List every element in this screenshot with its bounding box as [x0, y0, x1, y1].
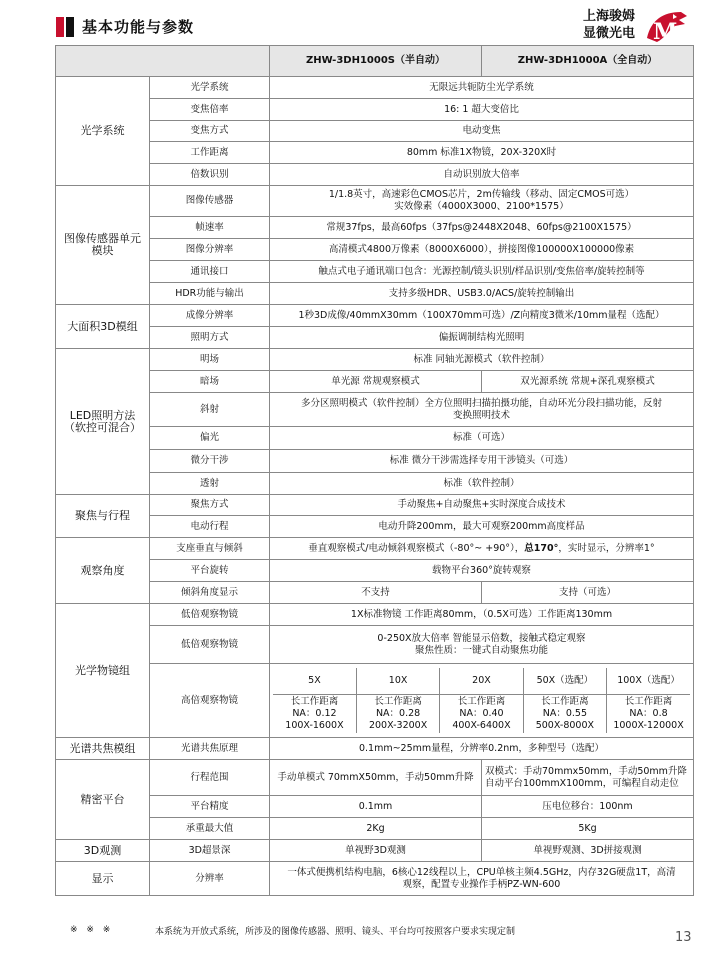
table-row — [56, 862, 694, 896]
row-value-b: 单视野观测、3D拼接观测 — [482, 840, 694, 862]
row-label: 图像传感器 — [150, 186, 270, 217]
row-value: 0.1mm~25mm量程，分辨率0.2nm，多种型号（选配） — [270, 738, 694, 760]
row-value: 标准 同轴光源模式（软件控制） — [270, 349, 694, 371]
numerical-aperture: NA：0.28 — [375, 707, 421, 719]
row-label: 变焦倍率 — [150, 99, 270, 121]
category-angle: 观察角度 — [56, 538, 150, 604]
row-value: 载物平台360°旋转观察 — [270, 560, 694, 582]
table-row — [56, 796, 694, 818]
table-row — [56, 121, 694, 142]
row-value: 常规37fps，最高60fps（37fps@2448X2048、60fps@2100X1575） — [270, 217, 694, 239]
table-row — [56, 760, 694, 796]
row-value: 标准 微分干涉需选择专用干涉镜头（可选） — [270, 450, 694, 473]
row-label: 分辨率 — [150, 862, 270, 896]
logo-line-1: 上海骏姆 — [583, 9, 636, 24]
row-value-a: 2Kg — [270, 818, 482, 840]
row-value-b: 双光源系统 常规+深孔观察模式 — [482, 371, 694, 393]
value-line: 变换照明技术 — [452, 409, 510, 421]
row-label: 微分干涉 — [150, 450, 270, 473]
objective-subtable — [273, 668, 690, 733]
row-value: 电动变焦 — [270, 121, 694, 142]
row-value — [270, 626, 694, 664]
numerical-aperture: NA：0.40 — [459, 707, 504, 719]
table-row — [56, 582, 694, 604]
row-value: 1X标准物镜 工作距离80mm，（0.5X可选）工作距离130mm — [270, 604, 694, 626]
value-line: 一体式便携机结构电脑，6核心12线程以上，CPU单核主频4.5GHz，内存32G硬盘1T，高清 — [287, 866, 676, 878]
row-label: 明场 — [150, 349, 270, 371]
value-line: 实效像素（4000X3000、2100*1575） — [394, 201, 569, 212]
row-value-a: 不支持 — [270, 582, 482, 604]
row-value: 1秒3D成像/40mmX30mm（100X70mm可选）/Z向精度3微米/10mm量程（选配） — [270, 305, 694, 327]
category-display: 显示 — [56, 862, 150, 896]
table-row — [56, 327, 694, 349]
mag-range: 500X-8000X — [535, 719, 594, 731]
value-line: 双模式：手动70mmx50mm，手动50mm升降 — [485, 765, 687, 777]
table-row — [56, 495, 694, 516]
row-value-b: 压电位移台：100nm — [482, 796, 694, 818]
row-label: 变焦方式 — [150, 121, 270, 142]
category-focus: 聚焦与行程 — [56, 495, 150, 538]
table-row — [56, 604, 694, 626]
working-distance: 长工作距离 — [290, 695, 339, 707]
row-value: 标准（可选） — [270, 427, 694, 450]
mag-range: 1000X-12000X — [613, 719, 684, 731]
row-label: 图像分辨率 — [150, 239, 270, 261]
value-line: 自动平台100mmX100mm，可编程自动走位 — [485, 777, 679, 789]
mag-100x: 100X（选配） — [607, 668, 690, 694]
numerical-aperture: NA：0.55 — [542, 707, 587, 719]
table-row — [56, 473, 694, 495]
row-value-b: 5Kg — [482, 818, 694, 840]
row-value: 触点式电子通讯端口包含：光源控制/镜头识别/样品识别/变焦倍率/旋转控制等 — [270, 261, 694, 283]
table-row — [56, 538, 694, 560]
table-row — [56, 217, 694, 239]
category-line: （软控可混合） — [64, 420, 141, 434]
mag-50x: 50X（选配） — [523, 668, 606, 694]
row-label: 高倍观察物镜 — [150, 664, 270, 738]
row-value: 自动识别放大倍率 — [270, 164, 694, 186]
value-line: 观察，配置专业操作手柄PZ-WN-600 — [402, 878, 561, 890]
row-value: 偏振调制结构光照明 — [270, 327, 694, 349]
table-row — [56, 427, 694, 450]
row-label: 透射 — [150, 473, 270, 495]
row-value: 支持多级HDR、USB3.0/ACS/旋转控制输出 — [270, 283, 694, 305]
table-row — [56, 371, 694, 393]
working-distance: 长工作距离 — [541, 695, 589, 707]
working-distance: 长工作距离 — [624, 695, 673, 707]
category-stage: 精密平台 — [56, 760, 150, 840]
value-line: 多分区照明模式（软件控制）全方位照明扫描拍摄功能，自动环光分段扫描功能，反射 — [300, 397, 662, 409]
mag-range: 400X-6400X — [452, 719, 511, 731]
column-header-semi-auto: ZHW-3DH1000S（半自动） — [270, 46, 482, 77]
spec-table — [55, 45, 694, 896]
table-row — [56, 393, 694, 427]
row-label: HDR功能与输出 — [150, 283, 270, 305]
table-row — [56, 261, 694, 283]
objective-detail — [607, 694, 690, 733]
mag-range: 200X-3200X — [368, 719, 428, 731]
objective-detail — [356, 694, 439, 733]
logo-mark-letter: M — [653, 19, 678, 45]
table-row — [56, 664, 694, 738]
table-row — [56, 142, 694, 164]
row-label: 通讯接口 — [150, 261, 270, 283]
row-value-b: 支持（可选） — [482, 582, 694, 604]
row-value: 16: 1 超大变倍比 — [270, 99, 694, 121]
table-row — [56, 164, 694, 186]
objective-grid — [270, 664, 694, 738]
row-label: 低倍观察物镜 — [150, 604, 270, 626]
row-label: 3D超景深 — [150, 840, 270, 862]
row-value-b — [482, 760, 694, 796]
eagle-logo-icon — [643, 8, 689, 46]
row-value-a: 单光源 常规观察模式 — [270, 371, 482, 393]
value-line: 1/1.8英寸，高速彩色CMOS芯片，2m传输线（移动、固定CMOS可选） — [328, 189, 635, 200]
objective-detail — [273, 694, 356, 733]
table-row — [56, 626, 694, 664]
row-label: 暗场 — [150, 371, 270, 393]
mag-20x: 20X — [440, 668, 523, 694]
category-sensor: 图像传感器单元模块 — [56, 186, 150, 305]
company-logo-text — [583, 8, 643, 42]
table-row — [56, 840, 694, 862]
mag-5x: 5X — [273, 668, 356, 694]
value-part: ，实时显示，分辨率1° — [558, 542, 655, 554]
row-value — [270, 393, 694, 427]
table-row — [56, 349, 694, 371]
category-confocal: 光谱共焦模组 — [56, 738, 150, 760]
row-value: 标准（软件控制） — [270, 473, 694, 495]
mag-range: 100X-1600X — [285, 719, 344, 731]
row-label: 工作距离 — [150, 142, 270, 164]
category-objective: 光学物镜组 — [56, 604, 150, 738]
row-label: 倾斜角度显示 — [150, 582, 270, 604]
row-value: 高清模式4800万像素（8000X6000），拼接图像100000X100000像素 — [270, 239, 694, 261]
row-value-a: 0.1mm — [270, 796, 482, 818]
row-label: 聚焦方式 — [150, 495, 270, 516]
working-distance: 长工作距离 — [374, 695, 422, 707]
table-row — [56, 516, 694, 538]
objective-detail-row — [273, 694, 690, 733]
row-label: 帧速率 — [150, 217, 270, 239]
row-label: 行程范围 — [150, 760, 270, 796]
row-label: 平台精度 — [150, 796, 270, 818]
row-label: 偏光 — [150, 427, 270, 450]
row-label: 电动行程 — [150, 516, 270, 538]
row-value-a: 单视野3D观测 — [270, 840, 482, 862]
objective-detail — [440, 694, 523, 733]
category-area-3d: 大面积3D模组 — [56, 305, 150, 349]
row-label: 光学系统 — [150, 77, 270, 99]
category-line: LED照明方法 — [69, 408, 136, 422]
table-header-row — [56, 46, 694, 77]
value-part: 垂直观察模式/电动倾斜观察模式（-80°~ +90°）， — [308, 542, 525, 554]
table-row — [56, 283, 694, 305]
row-value — [270, 862, 694, 896]
row-label: 倍数识别 — [150, 164, 270, 186]
row-value: 80mm 标准1X物镜，20X-320X时 — [270, 142, 694, 164]
table-row — [56, 560, 694, 582]
numerical-aperture: NA：0.8 — [629, 707, 668, 719]
table-row — [56, 305, 694, 327]
row-value: 电动升降200mm，最大可观察200mm高度样品 — [270, 516, 694, 538]
value-highlight: 总170° — [524, 542, 559, 554]
numerical-aperture: NA：0.12 — [292, 707, 337, 719]
footnote-mark: ※ ※ ※ — [70, 925, 114, 935]
table-row — [56, 239, 694, 261]
row-label: 平台旋转 — [150, 560, 270, 582]
objective-detail — [523, 694, 606, 733]
row-label: 低倍观察物镜 — [150, 626, 270, 664]
mag-10x: 10X — [356, 668, 439, 694]
header-blank — [56, 46, 270, 77]
page-number: 13 — [675, 930, 692, 945]
row-label: 支座垂直与倾斜 — [150, 538, 270, 560]
row-value — [270, 186, 694, 217]
title-accent-black — [66, 17, 74, 37]
working-distance: 长工作距离 — [457, 695, 506, 707]
table-row — [56, 450, 694, 473]
table-row — [56, 77, 694, 99]
row-value — [270, 538, 694, 560]
row-label: 成像分辨率 — [150, 305, 270, 327]
row-value: 手动聚焦+自动聚焦+实时深度合成技术 — [270, 495, 694, 516]
row-value: 无限远共轭防尘光学系统 — [270, 77, 694, 99]
footnote-text: 本系统为开放式系统，所涉及的图像传感器、照明、镜头、平台均可按照客户要求实现定制 — [155, 927, 516, 937]
page-title: 基本功能与参数 — [82, 18, 195, 36]
category-3d: 3D观测 — [56, 840, 150, 862]
row-label: 斜射 — [150, 393, 270, 427]
value-line: 0-250X放大倍率 智能显示倍数，接触式稳定观察 — [377, 632, 586, 644]
table-row — [56, 818, 694, 840]
table-row — [56, 738, 694, 760]
category-optics: 光学系统 — [56, 77, 150, 186]
column-header-full-auto: ZHW-3DH1000A（全自动） — [482, 46, 694, 77]
row-label: 承重最大值 — [150, 818, 270, 840]
table-row — [56, 99, 694, 121]
row-label: 照明方式 — [150, 327, 270, 349]
row-label: 光谱共焦原理 — [150, 738, 270, 760]
title-accent-red — [56, 17, 64, 37]
logo-line-2: 显微光电 — [583, 26, 636, 41]
category-led — [56, 349, 150, 495]
objective-mag-row — [273, 668, 690, 694]
table-row — [56, 186, 694, 217]
row-value-a: 手动单模式 70mmX50mm，手动50mm升降 — [270, 760, 482, 796]
value-line: 聚焦性质：一键式自动聚焦功能 — [414, 644, 548, 656]
